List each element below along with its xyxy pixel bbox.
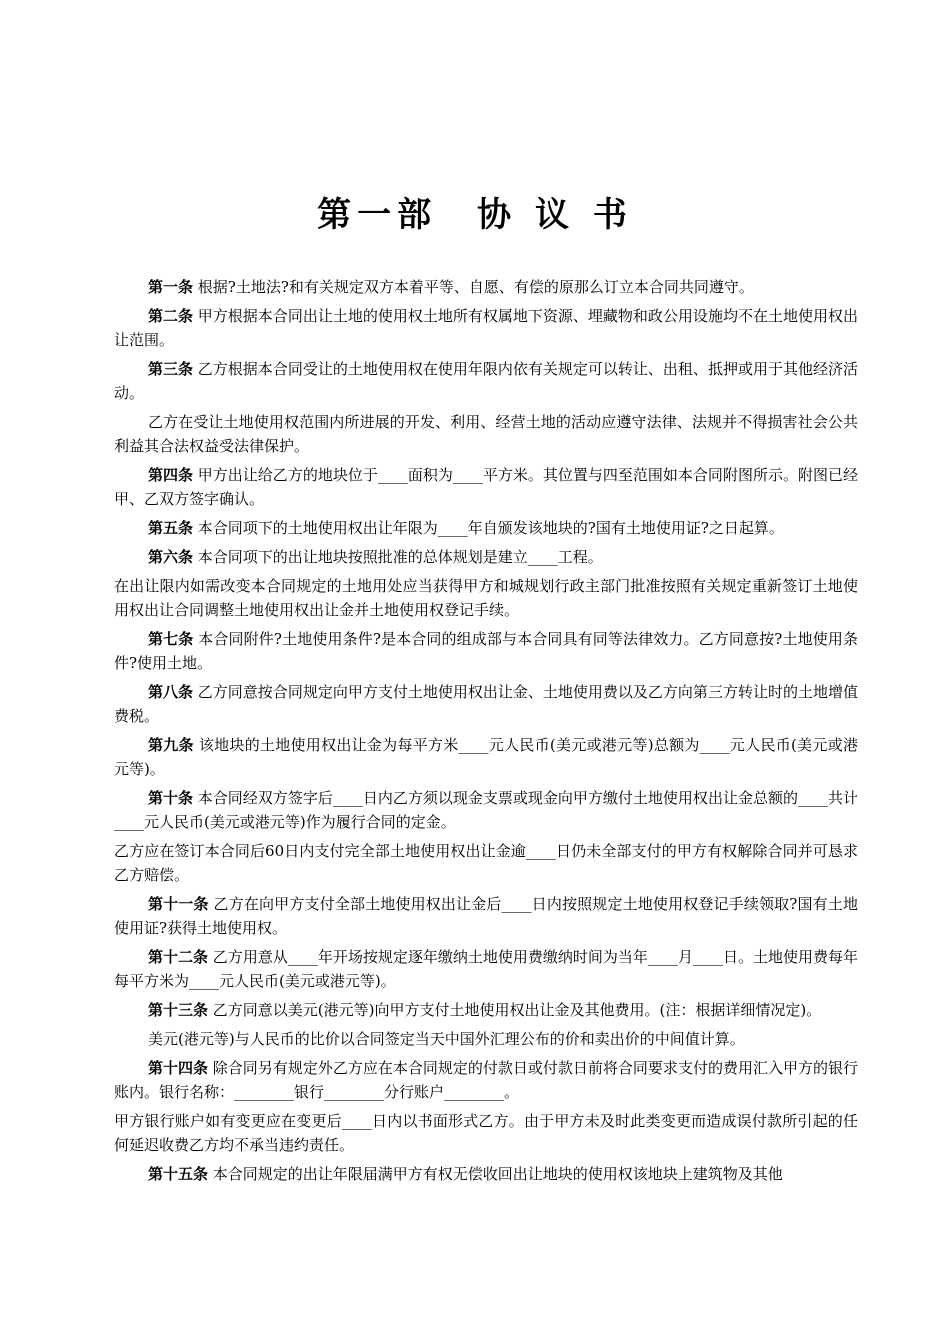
paragraph (114, 304, 858, 352)
paragraph (114, 1056, 858, 1104)
article-number: 第六条 (148, 548, 194, 566)
paragraph-text: 根据?土地法?和有关规定双方本着平等、自愿、有偿的原那么订立本合同共同遵守。 (193, 278, 754, 296)
article-number: 第二条 (148, 307, 194, 325)
paragraph (114, 357, 858, 405)
paragraph-text: 甲方银行账户如有变更应在变更后____日内以书面形式乙方。由于甲方未及时此类变更而造成误付款所引起的任何延迟收费乙方均不承当违约责任。 (114, 1112, 858, 1154)
article-number: 第八条 (148, 683, 194, 701)
paragraph-text: 本合同项下的土地使用权出让年限为____年自颁发该地块的?国有土地使用证?之日起算。 (193, 519, 784, 537)
paragraph (114, 839, 858, 887)
paragraph-text: 乙方在向甲方支付全部土地使用权出让金后____日内按照规定土地使用权登记手续领取?国有土地使用证?获得土地使用权。 (114, 895, 858, 937)
article-number: 第四条 (148, 466, 194, 484)
article-number: 第三条 (148, 360, 194, 378)
article-number: 第十五条 (148, 1165, 209, 1183)
paragraph-text: 乙方根据本合同受让的土地使用权在使用年限内依有关规定可以转让、出租、抵押或用于其他经济活动。 (114, 360, 858, 402)
paragraph-text: 乙方应在签订本合同后60日内支付完全部土地使用权出让金逾____日仍未全部支付的甲方有权解除合同并可恳求乙方赔偿。 (114, 842, 858, 884)
paragraph (114, 1162, 858, 1186)
paragraph-text: 本合同规定的出让年限届满甲方有权无偿收回出让地块的使用权该地块上建筑物及其他 (208, 1165, 783, 1183)
article-number: 第五条 (148, 519, 194, 537)
paragraph (114, 733, 858, 781)
paragraph (114, 1109, 858, 1157)
paragraph (114, 463, 858, 511)
article-number: 第十三条 (148, 1001, 209, 1019)
paragraph-text: 乙方同意以美元(港元等)向甲方支付土地使用权出让金及其他费用。(注：根据详细情况定)。 (208, 1001, 822, 1019)
paragraph (114, 892, 858, 940)
article-number: 第一条 (148, 278, 194, 296)
document-body (114, 275, 858, 1191)
paragraph-text: 乙方同意按合同规定向甲方支付土地使用权出让金、土地使用费以及乙方向第三方转让时的土地增值费税。 (114, 683, 858, 725)
paragraph (114, 945, 858, 993)
paragraph (114, 574, 858, 622)
article-number: 第十一条 (148, 895, 209, 913)
article-number: 第七条 (148, 630, 194, 648)
article-number: 第十条 (148, 789, 194, 807)
paragraph (114, 516, 858, 540)
paragraph (114, 786, 858, 834)
paragraph (114, 275, 858, 299)
article-number: 第十二条 (148, 948, 209, 966)
paragraph-text: 甲方根据本合同出让土地的使用权土地所有权属地下资源、埋藏物和政公用设施均不在土地使用权出让范围。 (114, 307, 858, 349)
paragraph-text: 该地块的土地使用权出让金为每平方米____元人民币(美元或港元等)总额为____元人民币(美元或港元等)。 (114, 736, 858, 778)
paragraph-text: 在出让限内如需改变本合同规定的土地用处应当获得甲方和城规划行政主部门批准按照有关规定重新签订土地使用权出让合同调整土地使用权出让金并土地使用权登记手续。 (114, 577, 858, 619)
paragraph (114, 998, 858, 1022)
page-title: 第一部 协 议 书 (317, 195, 633, 235)
article-number: 第十四条 (148, 1059, 209, 1077)
paragraph-text: 除合同另有规定外乙方应在本合同规定的付款日或付款日前将合同要求支付的费用汇入甲方的银行账内。银行名称：________银行________分行账户________。 (114, 1059, 858, 1101)
paragraph (114, 627, 858, 675)
paragraph (114, 410, 858, 458)
paragraph-text: 乙方在受让土地使用权范围内所进展的开发、利用、经营土地的活动应遵守法律、法规并不得损害社会公共利益其合法权益受法律保护。 (114, 413, 858, 455)
paragraph-text: 本合同附件?土地使用条件?是本合同的组成部与本合同具有同等法律效力。乙方同意按?土地使用条件?使用土地。 (114, 630, 858, 672)
paragraph-text: 本合同项下的出让地块按照批准的总体规划是建立____工程。 (193, 548, 603, 566)
paragraph (114, 680, 858, 728)
paragraph (114, 545, 858, 569)
paragraph-text: 乙方用意从____年开场按规定逐年缴纳土地使用费缴纳时间为当年____月____日。土地使用费每年每平方米为____元人民币(美元或港元等)。 (114, 948, 858, 990)
paragraph-text: 美元(港元等)与人民币的比价以合同签定当天中国外汇理公布的价和卖出价的中间值计算。 (148, 1030, 745, 1048)
paragraph-text: 本合同经双方签字后____日内乙方须以现金支票或现金向甲方缴付土地使用权出让金总额的____共计____元人民币(美元或港元等)作为履行合同的定金。 (114, 789, 858, 831)
paragraph (114, 1027, 858, 1051)
article-number: 第九条 (148, 736, 194, 754)
paragraph-text: 甲方出让给乙方的地块位于____面积为____平方米。其位置与四至范围如本合同附图所示。附图已经甲、乙双方签字确认。 (114, 466, 858, 508)
